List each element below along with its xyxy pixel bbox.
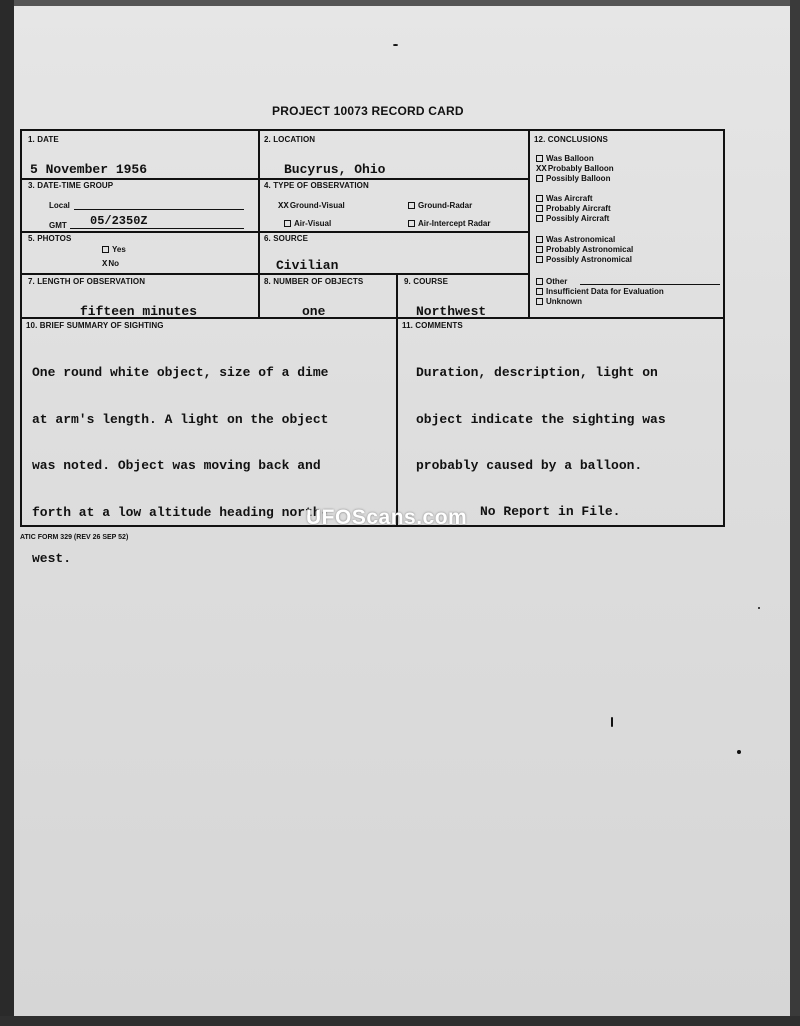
insufficient-text: Insufficient Data for Evaluation [546,287,664,296]
conclusion-other [536,277,567,286]
photos-label: 5. PHOTOS [28,234,72,243]
summary-line: west. [32,551,72,566]
divider-h-2 [22,231,528,233]
conclusion-was-balloon [536,154,594,163]
dtg-local-line [74,209,244,210]
type-ground-radar [408,201,472,210]
probably-astronomical-checkbox [536,246,543,253]
summary-line: forth at a low altitude heading north- [32,504,329,520]
probably-aircraft-checkbox [536,205,543,212]
scan-edge-left [0,0,14,1026]
conclusion-possibly-aircraft [536,214,609,223]
photos-yes [102,245,126,254]
divider-v-2 [528,131,530,317]
type-label: 4. TYPE OF OBSERVATION [264,181,369,190]
dtg-gmt-line [70,228,244,229]
conclusion-was-astronomical [536,235,615,244]
conclusion-was-aircraft [536,194,593,203]
photos-yes-text: Yes [112,245,126,254]
photos-no-text: No [108,259,120,268]
divider-v-3 [396,273,398,527]
comments-line: object indicate the sighting was [416,411,666,427]
course-value: Northwest [416,304,487,319]
was-aircraft-text: Was Aircraft [546,194,593,203]
source-value: Civilian [276,258,339,273]
ground-visual-mark: XX [278,201,289,211]
divider-v-1 [258,131,260,317]
possibly-astronomical-text: Possibly Astronomical [546,255,632,264]
insufficient-checkbox [536,288,543,295]
comments-line: probably caused by a balloon. [416,458,643,473]
scan-speck [393,44,398,46]
conclusion-probably-astronomical [536,245,633,254]
possibly-aircraft-text: Possibly Aircraft [546,214,610,223]
probably-astronomical-text: Probably Astronomical [546,245,634,254]
divider-h-3 [22,273,528,275]
ground-visual-text: Ground-Visual [289,201,345,210]
source-label: 6. SOURCE [264,234,309,243]
card-title: PROJECT 10073 RECORD CARD [272,104,464,118]
was-astronomical-checkbox [536,236,543,243]
type-air-intercept-radar [408,219,490,228]
possibly-aircraft-checkbox [536,215,543,222]
comments-line: Duration, description, light on [416,365,658,380]
scan-speck [611,717,613,727]
scan-edge-top [0,0,800,6]
possibly-balloon-text: Possibly Balloon [546,174,611,183]
type-air-visual [284,219,331,228]
conclusion-insufficient [536,287,664,296]
scan-speck [758,607,760,609]
unknown-text: Unknown [546,297,582,306]
was-balloon-checkbox [536,155,543,162]
location-label: 2. LOCATION [264,135,316,144]
photos-no-mark: X [102,259,108,269]
other-text: Other [546,277,568,286]
dtg-gmt-value: 05/2350Z [90,214,148,228]
air-visual-checkbox [284,220,291,227]
ground-radar-checkbox [408,202,415,209]
ground-radar-text: Ground-Radar [418,201,473,210]
scan-speck [737,750,741,754]
probably-balloon-text: Probably Balloon [547,164,614,173]
comments-label: 11. COMMENTS [402,321,463,330]
conclusions-label: 12. CONCLUSIONS [534,135,608,144]
date-label: 1. DATE [28,135,59,144]
dtg-gmt-label: GMT [49,221,67,230]
conclusion-possibly-astronomical [536,255,632,264]
possibly-balloon-checkbox [536,175,543,182]
air-visual-text: Air-Visual [294,219,332,228]
number-value: one [302,304,326,319]
type-ground-visual [278,201,345,211]
summary-line: at arm's length. A light on the object [32,411,329,427]
dtg-local-label: Local [49,201,70,210]
comments-note: No Report in File. [480,504,621,519]
other-line [580,284,720,285]
location-value: Bucyrus, Ohio [284,162,386,177]
scan-edge-bottom [0,1016,800,1026]
was-aircraft-checkbox [536,195,543,202]
was-astronomical-text: Was Astronomical [546,235,616,244]
length-label: 7. LENGTH OF OBSERVATION [28,277,146,286]
course-label: 9. COURSE [404,277,449,286]
length-value: fifteen minutes [80,304,198,319]
summary-line: was noted. Object was moving back and [32,458,321,473]
conclusion-possibly-balloon [536,174,610,183]
conclusion-probably-balloon [536,164,614,174]
conclusion-probably-aircraft [536,204,611,213]
probably-aircraft-text: Probably Aircraft [546,204,611,213]
probably-balloon-mark: XX [536,164,547,174]
divider-h-1 [22,178,528,180]
unknown-checkbox [536,298,543,305]
air-intercept-text: Air-Intercept Radar [418,219,491,228]
photos-no [102,259,119,269]
summary-text [32,334,394,598]
scan-edge-right [790,0,800,1026]
conclusion-unknown [536,297,582,306]
was-balloon-text: Was Balloon [546,154,594,163]
number-label: 8. NUMBER OF OBJECTS [264,277,364,286]
summary-label: 10. BRIEF SUMMARY OF SIGHTING [26,321,164,330]
other-checkbox [536,278,543,285]
air-intercept-checkbox [408,220,415,227]
date-value: 5 November 1956 [30,162,148,177]
form-footer: ATIC FORM 329 (REV 26 SEP 52) [20,534,129,541]
photos-yes-checkbox [102,246,109,253]
possibly-astronomical-checkbox [536,256,543,263]
dtg-label: 3. DATE-TIME GROUP [28,181,114,190]
comments-text [416,334,721,505]
summary-line: One round white object, size of a dime [32,365,329,380]
watermark: UFOScans.com [306,506,468,529]
